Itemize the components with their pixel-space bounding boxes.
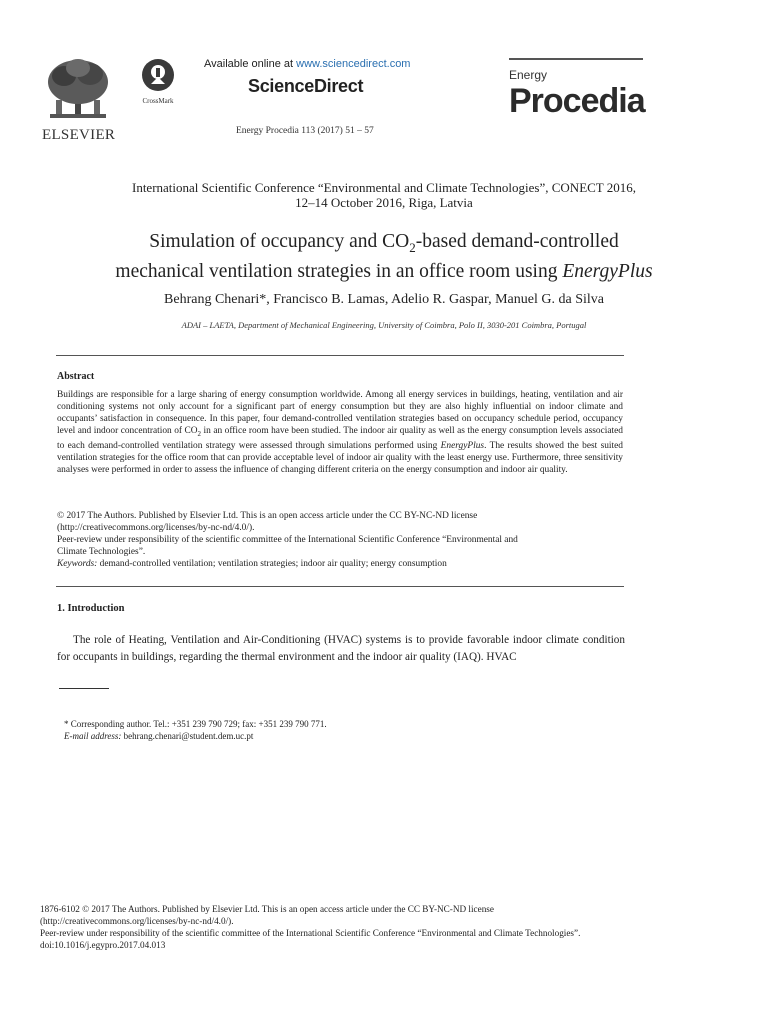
brand-rule [509,58,643,60]
abstract-italic: EnergyPlus [440,440,485,451]
intro-paragraph [57,632,625,666]
email-line [64,730,327,742]
sciencedirect-link[interactable]: www.sciencedirect.com [296,58,411,70]
conference-line-1: International Scientific Conference “Environmental and Climate Technologies”, CONECT 2016, [131,180,637,195]
copyright-line-1: © 2017 The Authors. Published by Elsevier Ltd. This is an open access article under the CC BY-NC-ND license [57,511,478,521]
journal-reference: Energy Procedia 113 (2017) 51 – 57 [236,126,374,136]
crossmark-label: CrossMark [142,97,174,105]
abstract-bottom-divider [56,586,624,587]
top-divider [56,355,624,356]
peer-review-line-1: Peer-review under responsibility of the scientific committee of the International Scientific Conference “Environmental and [57,535,518,545]
crossmark-icon [141,58,175,92]
keywords [57,558,623,570]
issn-line: 1876-6102 © 2017 The Authors. Published by Elsevier Ltd. This is an open access article under the CC BY-NC-ND license [40,904,494,914]
abstract-text-3: . The results showed the best suited ventilation strategies for the office room that can provide acceptable level of indoor air quality with the least energy use. Furthermore, three sensitivity analyses were performed in order to assess the influence of changing different criteria on the energy consumption and indoor air quality. [57,440,623,475]
title-italic: EnergyPlus [562,260,653,282]
copyright-line-2[interactable]: (http://creativecommons.org/licenses/by-nc-nd/4.0/). [57,523,255,533]
elsevier-wordmark: ELSEVIER [42,127,116,143]
elsevier-logo [42,56,116,143]
footnote-rule [59,688,109,689]
title-line-2: mechanical ventilation strategies in an office room using [115,260,563,282]
title-part-1: Simulation of occupancy and CO [149,231,410,252]
peer-review-note: Peer-review under responsibility of the scientific committee of the International Scientific Conference “Environmental and Climate Technologies”. [40,928,581,938]
footnote [64,718,327,742]
abstract-body [57,389,623,476]
available-prefix: Available online at [204,58,297,70]
brand-procedia: Procedia [509,82,645,120]
paper-title [40,230,728,284]
abstract-text-2: in an office room have been studied. The indoor air quality as well as the energy consumption levels associated to each demand-controlled ventilation strategy were assessed through simulations performed using [57,426,623,451]
abstract-heading: Abstract [57,371,95,382]
doi[interactable]: doi:10.1016/j.egypro.2017.04.013 [40,940,166,950]
title-subscript: 2 [409,239,416,255]
abstract-subscript: 2 [197,429,202,438]
sciencedirect-logo: ScienceDirect [248,76,364,96]
intro-text: The role of Heating, Ventilation and Air-Conditioning (HVAC) systems is to provide favorable indoor climate condition for occupants in buildings, regarding the thermal environment and the indoor air quality (IAQ). HVAC [57,634,625,663]
conference-line-2: 12–14 October 2016, Riga, Latvia [295,195,473,210]
affiliation: ADAI – LAETA, Department of Mechanical Engineering, University of Coimbra, Polo II, 3030-201 Coimbra, Portugal [181,320,587,330]
conference-info [40,180,728,210]
corresponding-author: * Corresponding author. Tel.: +351 239 790 729; fax: +351 239 790 771. [64,719,327,729]
intro-heading: 1. Introduction [57,603,125,614]
authors: Behrang Chenari*, Francisco B. Lamas, Adelio R. Gaspar, Manuel G. da Silva [164,292,604,307]
abstract-notes [57,510,623,570]
title-part-2: -based demand-controlled [415,231,619,252]
email-address[interactable]: behrang.chenari@student.dem.uc.pt [121,731,254,741]
brand-energy: Energy [509,68,548,82]
email-label: E-mail address: [64,731,122,741]
keywords-label: Keywords: [57,559,98,569]
bottom-notes [40,903,660,951]
abstract-text-1: Buildings are responsible for a large sharing of energy consumption worldwide. Among all energy services in buildings, heating, ventilation and air conditioning systems not only account for a significant part of energy consumption but they are also highly influential on indoor climate and occupants’ satisfaction in consequence. In this paper, four demand-controlled ventilation strategies based on occupancy schedule period, occupancy level and indoor concentration of CO [57,390,623,436]
elsevier-tree-icon [42,56,114,120]
keywords-list: demand-controlled ventilation; ventilation strategies; indoor air quality; energy consumption [97,559,447,569]
peer-review-line-2: Climate Technologies”. [57,547,146,557]
available-online [204,58,410,70]
license-link[interactable]: (http://creativecommons.org/licenses/by-nc-nd/4.0/). [40,916,234,926]
energy-procedia-logo [509,58,643,118]
crossmark-badge[interactable] [136,58,180,105]
